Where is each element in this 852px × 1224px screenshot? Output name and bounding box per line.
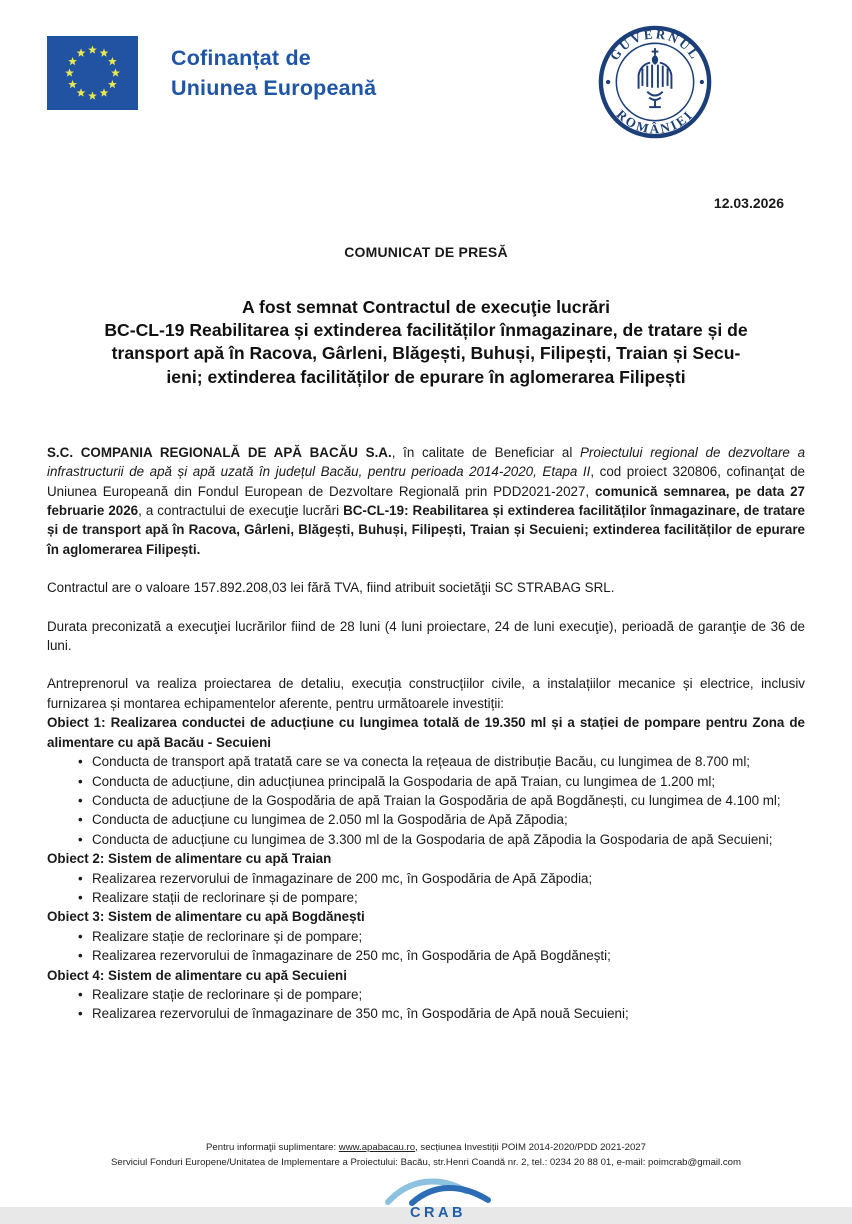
object-2-bullet-list — [75, 869, 805, 908]
svg-text:GUVERNUL: GUVERNUL — [606, 26, 704, 64]
object-2-heading: Obiect 2: Sistem de alimentare cu apă Traian — [47, 851, 332, 867]
document-title — [0, 296, 852, 389]
release-date: 12.03.2026 — [713, 195, 784, 211]
bullet-item: • Conducta de aducțiune cu lungimea de 2.050 ml la Gospodăria de Apă Zăpodia; — [75, 810, 805, 829]
object-1-bullet-list — [75, 752, 805, 849]
eagle-emblem — [639, 48, 672, 107]
press-release-heading: COMUNICAT DE PRESĂ — [344, 244, 508, 260]
document-body — [0, 443, 852, 1024]
text-segment: , cod proiect 320806, cofinanţat de Uniunea Europeană din Fondul European de Dezvoltare Regională prin PDD2021-2027, — [47, 464, 805, 499]
footer-contact-line: Serviciul Fonduri Europene/Unitatea de Implementare a Proiectului: Bacău, str.Henri Coandă nr. 2, tel.: 0234 20 88 01, e-mail: poimcrab@gmail.com — [111, 1156, 741, 1168]
document-footer — [0, 1141, 852, 1224]
contractor-paragraph: Antreprenorul va realiza proiectarea de detaliu, execuția construcțiilor civile, a instalațiilor mecanice și electrice, inclusiv furnizarea și montarea echipamentelor aferente, pentru următoarele investiții: — [47, 676, 805, 711]
object-4-bullet-list — [75, 985, 805, 1024]
eu-label-line1: Cofinanțat de — [171, 46, 311, 70]
contract-value-paragraph: Contractul are o valoare 157.892.208,03 lei fără TVA, fiind atribuit societăţii SC STRABAG SRL. — [47, 580, 615, 596]
object-3-bullet-list — [75, 927, 805, 966]
eu-cofunded-logo — [47, 36, 376, 110]
government-seal-icon — [597, 24, 713, 140]
bullet-item: • Realizare stații de reclorinare și de pompare; — [75, 888, 805, 907]
text-segment: S.C. COMPANIA REGIONALĂ DE APĂ BACĂU S.A. — [47, 444, 392, 460]
title-line-2: BC-CL-19 Reabilitarea și extinderea facilităților înmagazinare, de tratare și de — [104, 320, 748, 341]
text-segment: comunică semnarea, pe data 27 februarie 2026 — [47, 483, 805, 519]
crab-logo — [0, 1172, 852, 1224]
title-line-4: ieni; extinderea facilităților de epurare în aglomerarea Filipești — [166, 366, 686, 387]
title-line-1: A fost semnat Contractul de execuţie lucrări — [242, 297, 610, 317]
bullet-item: • Realizarea rezervorului de înmagazinare de 350 mc, în Gospodăria de Apă nouă Secuieni; — [75, 1004, 805, 1023]
object-4-heading: Obiect 4: Sistem de alimentare cu apă Secuieni — [47, 967, 347, 983]
bullet-item: • Realizare stație de reclorinare și de pompare; — [75, 927, 805, 946]
crab-logo-text: CRAB — [410, 1205, 466, 1221]
object-3-heading: Obiect 3: Sistem de alimentare cu apă Bogdănești — [47, 909, 365, 925]
footer-line1-prefix: Pentru informaţii suplimentare: — [206, 1142, 339, 1153]
title-line-3: transport apă în Racova, Gârleni, Blăgești, Buhuși, Filipești, Traian și Secu- — [111, 343, 741, 364]
crab-logo-icon — [382, 1172, 494, 1221]
text-segment: , în calitate de Beneficiar al — [391, 444, 580, 460]
eu-cofunded-label — [171, 43, 376, 103]
bullet-item: • Conducta de aducțiune cu lungimea de 3.300 ml de la Gospodaria de apă Zăpodia la Gospodaria de apă Secuieni; — [75, 830, 805, 849]
document-header — [0, 0, 852, 142]
footer-info-line — [0, 1141, 852, 1156]
svg-text:ROMÂNIEI: ROMÂNIEI — [613, 106, 697, 137]
bullet-item: • Conducta de aducțiune, din aducțiunea principală la Gospodaria de apă Traian, cu lungimea de 1.200 ml; — [75, 772, 805, 791]
bullet-item: • Conducta de transport apă tratată care se va conecta la rețeaua de distribuție Bacău, cu lungimea de 8.700 ml; — [75, 752, 805, 771]
text-segment: BC-CL-19: Reabilitarea și extinderea facilităților înmagazinare, de tratare și de transport apă în Racova, Gârleni, Blăgești, Buhuși, Filipești, Traian și Secuieni; extinderea facilităților de epurare în aglomerarea Filipești. — [47, 503, 805, 557]
footer-line1-suffix: , secțiunea Investiții POIM 2014-2020/PDD 2021-2027 — [415, 1142, 646, 1153]
duration-paragraph: Durata preconizată a execuţiei lucrărilor fiind de 28 luni (4 luni proiectare, 24 de luni execuţie), perioadă de garanţie de 36 de luni. — [47, 618, 805, 654]
romanian-government-logo — [597, 24, 713, 145]
bullet-item: • Conducta de aducțiune de la Gospodăria de apă Traian la Gospodăria de apă Bogdănești, cu lungimea de 4.100 ml; — [75, 791, 805, 810]
website-link[interactable]: www.apabacau.ro — [338, 1142, 416, 1153]
eu-flag-icon — [47, 36, 138, 110]
text-segment: , a contractului de execuţie lucrări — [138, 503, 344, 519]
object-1-heading: Obiect 1: Realizarea conductei de aducțiune cu lungimea totală de 19.350 ml și a stației de pompare pentru Zona de alimentare cu apă Bacău - Secuieni — [47, 715, 805, 750]
eu-label-line2: Uniunea Europeană — [171, 76, 377, 100]
bullet-item: • Realizare stație de reclorinare și de pompare; — [75, 985, 805, 1004]
text-segment: Proiectului regional de dezvoltare a infrastructurii de apă și apă uzată în județul Bacău, pentru perioada 2014-2020, Etapa II — [47, 444, 806, 480]
intro-paragraph — [47, 443, 805, 559]
bullet-item: • Realizarea rezervorului de înmagazinare de 250 mc, în Gospodăria de Apă Bogdănești; — [75, 946, 805, 965]
bullet-item: • Realizarea rezervorului de înmagazinare de 200 mc, în Gospodăria de Apă Zăpodia; — [75, 869, 805, 888]
